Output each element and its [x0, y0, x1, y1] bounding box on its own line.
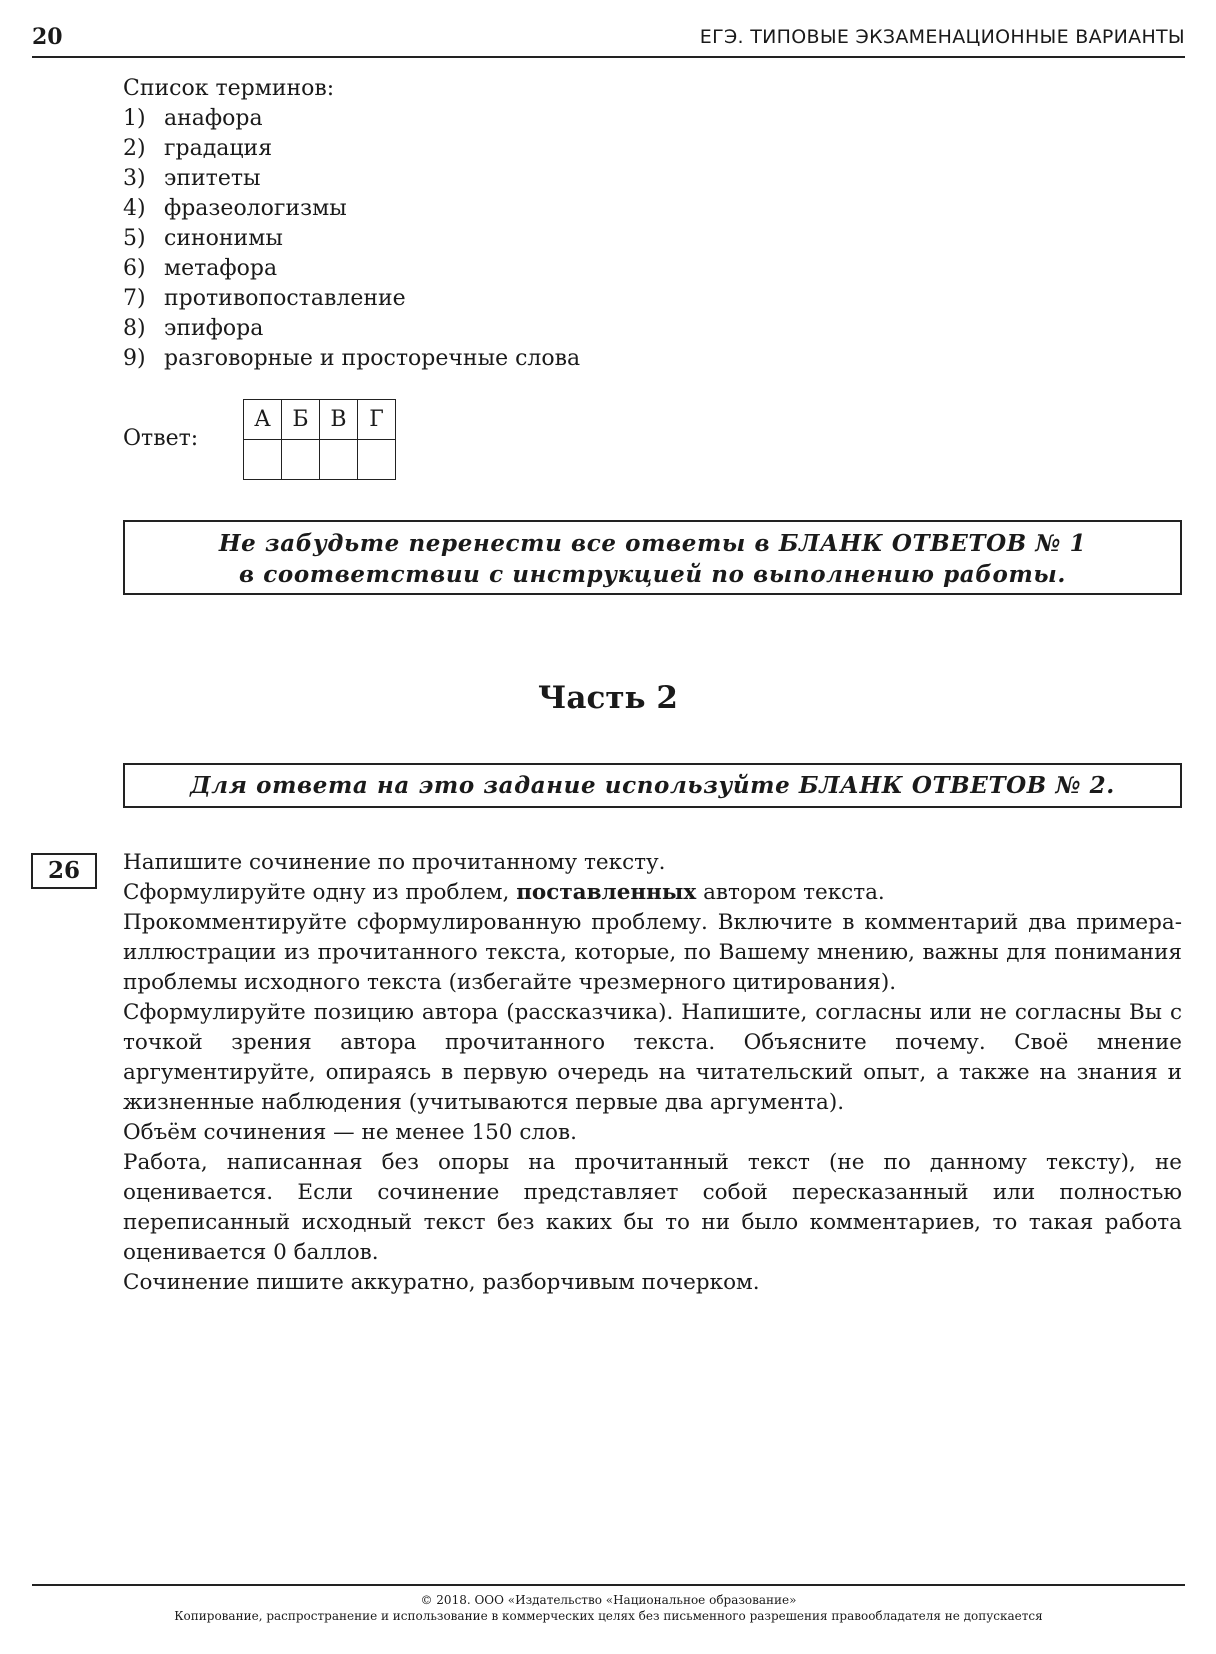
page-footer — [32, 1584, 1185, 1624]
term-item — [123, 224, 580, 254]
task-text-fragment: Сформулируйте одну из проблем, — [123, 880, 517, 905]
term-text: разговорные и просторечные слова — [164, 346, 581, 371]
notice-line: в соответствии с инструкцией по выполнению работы. — [238, 561, 1066, 588]
term-text: градация — [164, 136, 273, 161]
answer-column-header: Г — [358, 400, 396, 440]
answer-column-header: Б — [282, 400, 320, 440]
page-number: 20 — [32, 24, 63, 50]
answer-column-header: В — [320, 400, 358, 440]
answer-label: Ответ: — [123, 426, 199, 451]
term-text: фразеологизмы — [164, 196, 347, 221]
notice-line: Для ответа на это задание используйте БЛАНК ОТВЕТОВ № 2. — [190, 772, 1115, 799]
answer-header-row — [244, 400, 396, 440]
term-item — [123, 314, 580, 344]
answer-cell-g[interactable] — [358, 440, 396, 480]
term-text: синонимы — [164, 226, 283, 251]
term-number: 8) — [123, 316, 146, 341]
answer-cell-b[interactable] — [282, 440, 320, 480]
answer-grid — [243, 399, 396, 480]
term-number: 4) — [123, 196, 146, 221]
answer-column-header: А — [244, 400, 282, 440]
term-item — [123, 164, 580, 194]
term-number: 1) — [123, 106, 146, 131]
term-item — [123, 284, 580, 314]
page-header — [32, 22, 1185, 58]
term-number: 2) — [123, 136, 146, 161]
task-text-fragment: автором текста. — [696, 880, 885, 905]
task-paragraph: Сочинение пишите аккуратно, разборчивым почерком. — [123, 1270, 760, 1295]
term-item — [123, 344, 580, 374]
task-paragraph: Сформулируйте позицию автора (рассказчика). Напишите, согласны или не согласны Вы с точкой зрения автора прочитанного текста. Объясните почему. Своё мнение аргументируйте, опираясь в первую очередь на читательский опыт, а также на знания и жизненные наблюдения (учитываются первые два аргумента). — [123, 1000, 1182, 1115]
task-paragraph: Работа, написанная без опоры на прочитанный текст (не по данному тексту), не оценивается. Если сочинение представляет собой пересказанный или полностью переписанный исходный текст без каких бы то ни было комментариев, то такая работа оценивается 0 баллов. — [123, 1150, 1182, 1265]
part-2-heading: Часть 2 — [538, 680, 678, 716]
notice-line: Не забудьте перенести все ответы в БЛАНК ОТВЕТОВ № 1 — [218, 530, 1087, 557]
copyright-line: © 2018. ООО «Издательство «Национальное образование» — [420, 1593, 797, 1607]
answer-form-1-notice — [123, 520, 1182, 595]
task-paragraph: Напишите сочинение по прочитанному тексту. — [123, 850, 666, 875]
task-paragraph: Прокомментируйте сформулированную проблему. Включите в комментарий два примера-иллюстрации из прочитанного текста, которые, по Вашему мнению, важны для понимания проблемы исходного текста (избегайте чрезмерного цитирования). — [123, 910, 1182, 995]
task-number-badge: 26 — [31, 853, 97, 889]
answer-input-row — [244, 440, 396, 480]
term-item — [123, 194, 580, 224]
term-number: 6) — [123, 256, 146, 281]
term-number: 9) — [123, 346, 146, 371]
term-text: эпифора — [164, 316, 264, 341]
terms-list — [123, 104, 580, 374]
answer-cell-v[interactable] — [320, 440, 358, 480]
term-item — [123, 254, 580, 284]
running-title: ЕГЭ. ТИПОВЫЕ ЭКЗАМЕНАЦИОННЫЕ ВАРИАНТЫ — [699, 26, 1185, 48]
term-item — [123, 134, 580, 164]
term-text: эпитеты — [164, 166, 261, 191]
term-item — [123, 104, 580, 134]
term-text: анафора — [164, 106, 263, 131]
terms-heading: Список терминов: — [123, 76, 335, 101]
terms-section — [123, 74, 580, 374]
task-bold-word: поставленных — [516, 880, 697, 905]
task-paragraph: Объём сочинения — не менее 150 слов. — [123, 1120, 577, 1145]
term-number: 3) — [123, 166, 146, 191]
term-text: метафора — [164, 256, 278, 281]
task-paragraph — [123, 878, 1182, 908]
answer-cell-a[interactable] — [244, 440, 282, 480]
term-number: 7) — [123, 286, 146, 311]
task-instructions — [123, 848, 1182, 1298]
term-number: 5) — [123, 226, 146, 251]
copyright-notice: Копирование, распространение и использование в коммерческих целях без письменного разрешения правообладателя не допускается — [174, 1609, 1043, 1623]
answer-form-2-notice — [123, 763, 1182, 808]
term-text: противопоставление — [164, 286, 406, 311]
